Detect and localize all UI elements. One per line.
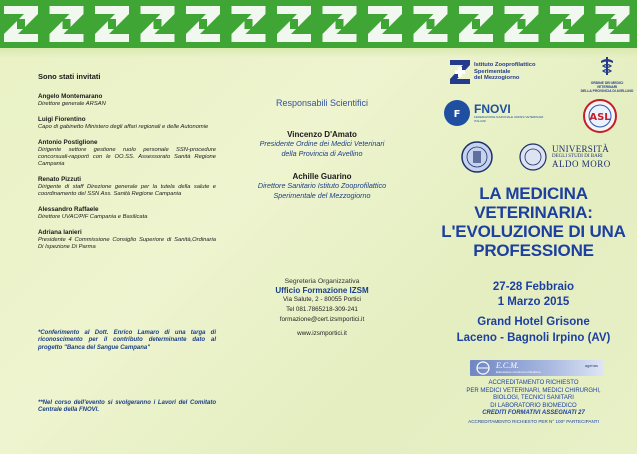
guest-entry: [38, 176, 216, 198]
ordine-logo: [580, 56, 634, 93]
fnovi-emblem-icon: [442, 98, 472, 128]
zigzag-pattern: [0, 0, 637, 48]
band-motif: [277, 6, 311, 42]
logo-row-university: [440, 138, 630, 176]
accreditation-info: [430, 380, 637, 426]
band-motif: [459, 6, 493, 42]
accreditation-line: BIOLOGI, TECNICI SANITARI: [493, 395, 574, 402]
event-date-2: 1 Marzo 2015: [497, 296, 570, 308]
band-motif: [186, 6, 220, 42]
ecm-banner: [470, 360, 604, 376]
guest-role: Capo di gabinetto Ministero degli affari regionali e delle Autonomie: [38, 124, 209, 130]
person-role: della Provincia di Avellino: [281, 148, 363, 158]
university-seal-icon: [460, 140, 494, 174]
accreditation-line: PER MEDICI VETERINARI, MEDICI CHIRURGHI,: [466, 387, 601, 394]
university-logo-text: [552, 144, 611, 169]
scientific-section: [222, 60, 422, 200]
band-motif: [50, 6, 84, 42]
ecm-label: E.C.M.: [496, 361, 519, 370]
event-date-1: 27-28 Febbraio: [492, 281, 575, 293]
guest-list: [38, 93, 216, 251]
secretariat-office: Ufficio Formazione IZSM: [275, 286, 369, 295]
guest-role: Direttore generale ARSAN: [38, 101, 106, 107]
guest-name: Renato Pizzuti: [38, 176, 82, 183]
svg-text:F: F: [453, 109, 461, 120]
guest-role: Dirigente di staff Direzione generale per la tutela della salute e coordinamento del SSN Ass. Sanità Regione Campania: [38, 184, 216, 197]
ecm-subtitle: Educazione Continua in Medicina: [496, 370, 541, 374]
secretariat-email[interactable]: formazione@cert.izsmportici.it: [279, 316, 365, 323]
izsm-logo-icon: [448, 58, 472, 86]
accreditation-line: DI LABORATORIO BIOMEDICO: [490, 402, 577, 409]
accreditation-participants: ACCREDITAMENTO RICHIESTO PER N° 100* PARTECIPANTI: [468, 418, 599, 424]
guest-role: Presidente 4 Commissione Consiglio Superiore di Sanità,Ordinaria Di Ispezione Di Parma: [38, 237, 216, 250]
guest-role: Dirigente settore gestione ruolo personale SSN-procedure concorsuali-rapporti con le OO.SS. Assessorato Sanità Regione Campania: [38, 147, 216, 167]
fnovi-logo-text: FNOVI: [474, 102, 511, 116]
band-motif: [368, 6, 402, 42]
event-location: Laceno - Bagnoli Irpino (AV): [456, 332, 611, 344]
ordine-line: ORDINE DEI MEDICI VETERINARI: [590, 81, 624, 89]
izsm-line: Istituto Zooprofilattico: [474, 62, 536, 68]
secretariat-phone: Tel 081.7865218-309-241: [286, 306, 358, 313]
izsm-line: del Mezzogiorno: [474, 75, 520, 82]
band-motif: [141, 6, 175, 42]
person-role: Sperimentale del Mezzogiorno: [273, 190, 371, 200]
fnovi-subtitle: FEDERAZIONE NAZIONALE ORDINI VETERINARI ITALIANI: [474, 115, 544, 123]
logo-row-middle: [440, 96, 630, 136]
scientific-heading: Responsabili Scientifici: [275, 98, 369, 108]
event-title-line: VETERINARIA:: [474, 203, 593, 222]
ecm-logo-icon: [473, 361, 493, 375]
invited-section: [38, 60, 216, 259]
guest-name: Adriana Ianieri: [38, 229, 82, 236]
guest-entry: [38, 206, 216, 221]
event-title-line: PROFESSIONE: [473, 241, 594, 260]
ordine-line: DELLA PROVINCIA DI AVELLINO: [580, 89, 634, 93]
band-motif: [323, 6, 357, 42]
guest-entry: [38, 139, 216, 168]
scientific-person: [222, 130, 422, 158]
izsm-logo-text: [474, 62, 536, 82]
caduceus-icon: [597, 56, 617, 76]
guest-name: Luigi Fiorentino: [38, 116, 86, 123]
secretariat-label: Segreteria Organizzativa: [284, 278, 360, 285]
asl-logo-icon: [582, 98, 618, 134]
note-fnovi: **Nel corso dell'evento si svolgeranno i Lavori del Comitato Centrale della FNOVI.: [38, 400, 216, 414]
guest-entry: [38, 93, 216, 108]
event-title-line: L'EVOLUZIONE DI UNA: [441, 222, 626, 241]
band-motif: [596, 6, 630, 42]
band-motif: [550, 6, 584, 42]
guest-name: Angelo Montemarano: [38, 93, 103, 100]
decorative-header-band: [0, 0, 637, 48]
band-motif: [95, 6, 129, 42]
scientific-person: [222, 172, 422, 200]
secretariat-section: [222, 278, 422, 339]
person-role: Direttore Sanitario Istituto Zooprofilattico: [257, 181, 387, 190]
event-venue: Grand Hotel Grisone: [477, 316, 590, 328]
band-motif: [414, 6, 448, 42]
logo-row-top: [440, 56, 634, 94]
secretariat-website[interactable]: www.izsmportici.it: [297, 330, 347, 337]
guest-entry: [38, 229, 216, 251]
guest-name: Antonio Postiglione: [38, 139, 98, 146]
event-title: [430, 184, 637, 260]
note-targa: *Conferimento al Dott. Enrico Lamaro di una targa di riconoscimento per il contributo determinante dato al progetto "Banca del Sangue Campana": [38, 330, 216, 351]
guest-entry: [38, 116, 216, 131]
secretariat-address: Via Salute, 2 - 80055 Portici: [283, 296, 361, 303]
event-title-line: LA MEDICINA: [479, 184, 588, 203]
guest-name: Alessandro Raffaele: [38, 206, 99, 213]
university-line: ALDO MORO: [552, 159, 611, 169]
person-role: Presidente Ordine dei Medici Veterinari: [259, 139, 385, 148]
accreditation-credits: CREDITI FORMATIVI ASSEGNATI 27: [482, 410, 585, 417]
person-name: Achille Guarino: [292, 172, 352, 181]
person-name: Vincenzo D'Amato: [287, 130, 357, 139]
university-line: UNIVERSITÀ: [552, 144, 609, 154]
accreditation-line: ACCREDITAMENTO RICHIESTO: [488, 380, 579, 386]
svg-text:ASL: ASL: [589, 112, 611, 123]
university-line: DEGLI STUDI DI BARI: [552, 154, 603, 159]
aldo-moro-seal-icon: [518, 142, 548, 172]
agenas-label: agenas: [584, 363, 598, 368]
guest-role: Direttore UVAC/PIF Campania e Basilicata: [38, 214, 148, 220]
izsm-line: Sperimentale: [474, 68, 511, 75]
band-motif: [4, 6, 38, 42]
band-motif: [232, 6, 266, 42]
band-motif: [505, 6, 539, 42]
invited-heading: Sono stati invitati: [38, 72, 101, 81]
